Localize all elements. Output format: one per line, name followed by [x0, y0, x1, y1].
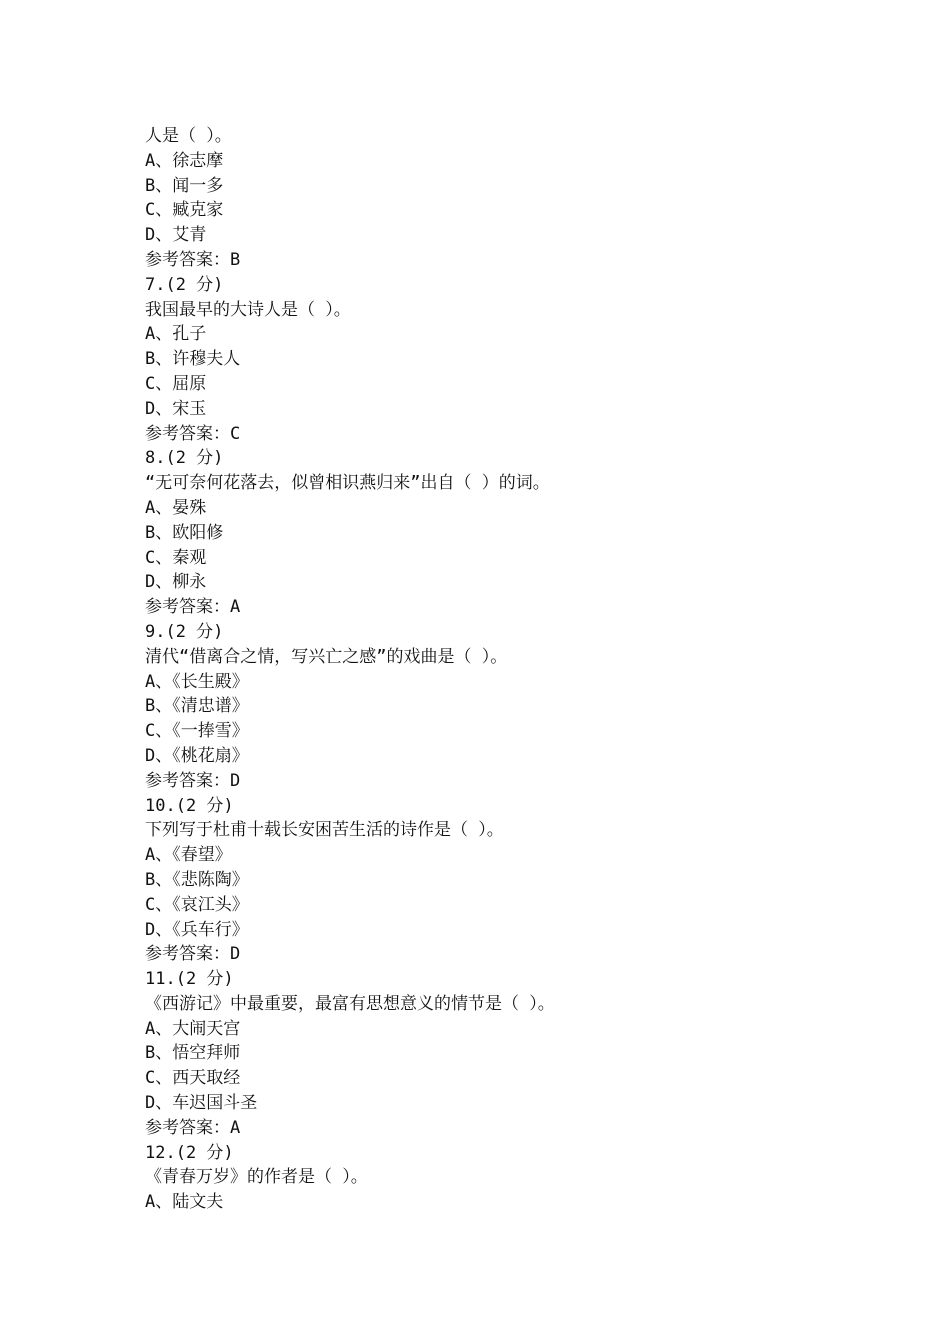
option-b: B、悟空拜师 — [145, 1043, 241, 1064]
option-c: C、屈原 — [145, 373, 207, 394]
question-stem-9: 清代“借离合之情，写兴亡之感”的戏曲是（ ）。 — [145, 646, 508, 667]
option-a: A、大闹天宫 — [145, 1018, 241, 1039]
question-header-8: 8.(2 分) — [145, 448, 224, 469]
option-b: B、欧阳修 — [145, 522, 224, 543]
option-b: B、《悲陈陶》 — [145, 869, 249, 890]
option-d: D、《兵车行》 — [145, 919, 249, 940]
question-stem-12: 《青春万岁》的作者是（ ）。 — [145, 1167, 368, 1188]
option-a: A、孔子 — [145, 324, 207, 345]
option-d: D、车迟国斗圣 — [145, 1093, 258, 1114]
question-header-11: 11.(2 分) — [145, 969, 234, 990]
question-stem-11: 《西游记》中最重要，最富有思想意义的情节是（ ）。 — [145, 993, 555, 1014]
reference-answer: 参考答案：A — [145, 1117, 241, 1138]
document-page — [145, 124, 905, 1215]
option-a: A、陆文夫 — [145, 1192, 224, 1213]
question-header-10: 10.(2 分) — [145, 795, 234, 816]
question-header-12: 12.(2 分) — [145, 1142, 234, 1163]
option-c: C、西天取经 — [145, 1068, 241, 1089]
option-b: B、闻一多 — [145, 175, 224, 196]
question-header-7: 7.(2 分) — [145, 274, 224, 295]
question-stem-continuation: 人是（ ）。 — [145, 126, 232, 146]
reference-answer: 参考答案：C — [145, 423, 241, 444]
option-c: C、《一捧雪》 — [145, 721, 249, 742]
option-c: C、臧克家 — [145, 200, 224, 221]
option-d: D、宋玉 — [145, 398, 207, 419]
question-stem-8: “无可奈何花落去，似曾相识燕归来”出自（ ）的词。 — [145, 473, 550, 494]
reference-answer: 参考答案：A — [145, 597, 241, 618]
option-c: C、秦观 — [145, 547, 207, 568]
question-header-9: 9.(2 分) — [145, 621, 224, 642]
question-stem-7: 我国最早的大诗人是（ ）。 — [145, 299, 351, 320]
option-d: D、柳永 — [145, 572, 207, 593]
question-stem-10: 下列写于杜甫十载长安困苦生活的诗作是（ ）。 — [145, 820, 504, 841]
option-d: D、《桃花扇》 — [145, 745, 249, 766]
option-b: B、许穆夫人 — [145, 349, 241, 370]
option-c: C、《哀江头》 — [145, 894, 249, 915]
option-a: A、晏殊 — [145, 497, 207, 518]
option-a: A、《长生殿》 — [145, 671, 249, 692]
reference-answer: 参考答案：D — [145, 770, 241, 791]
reference-answer: 参考答案：D — [145, 944, 241, 965]
option-d: D、艾青 — [145, 225, 207, 246]
reference-answer: 参考答案：B — [145, 249, 241, 270]
option-a: A、《春望》 — [145, 845, 232, 866]
option-a: A、徐志摩 — [145, 150, 224, 171]
option-b: B、《清忠谱》 — [145, 696, 249, 717]
